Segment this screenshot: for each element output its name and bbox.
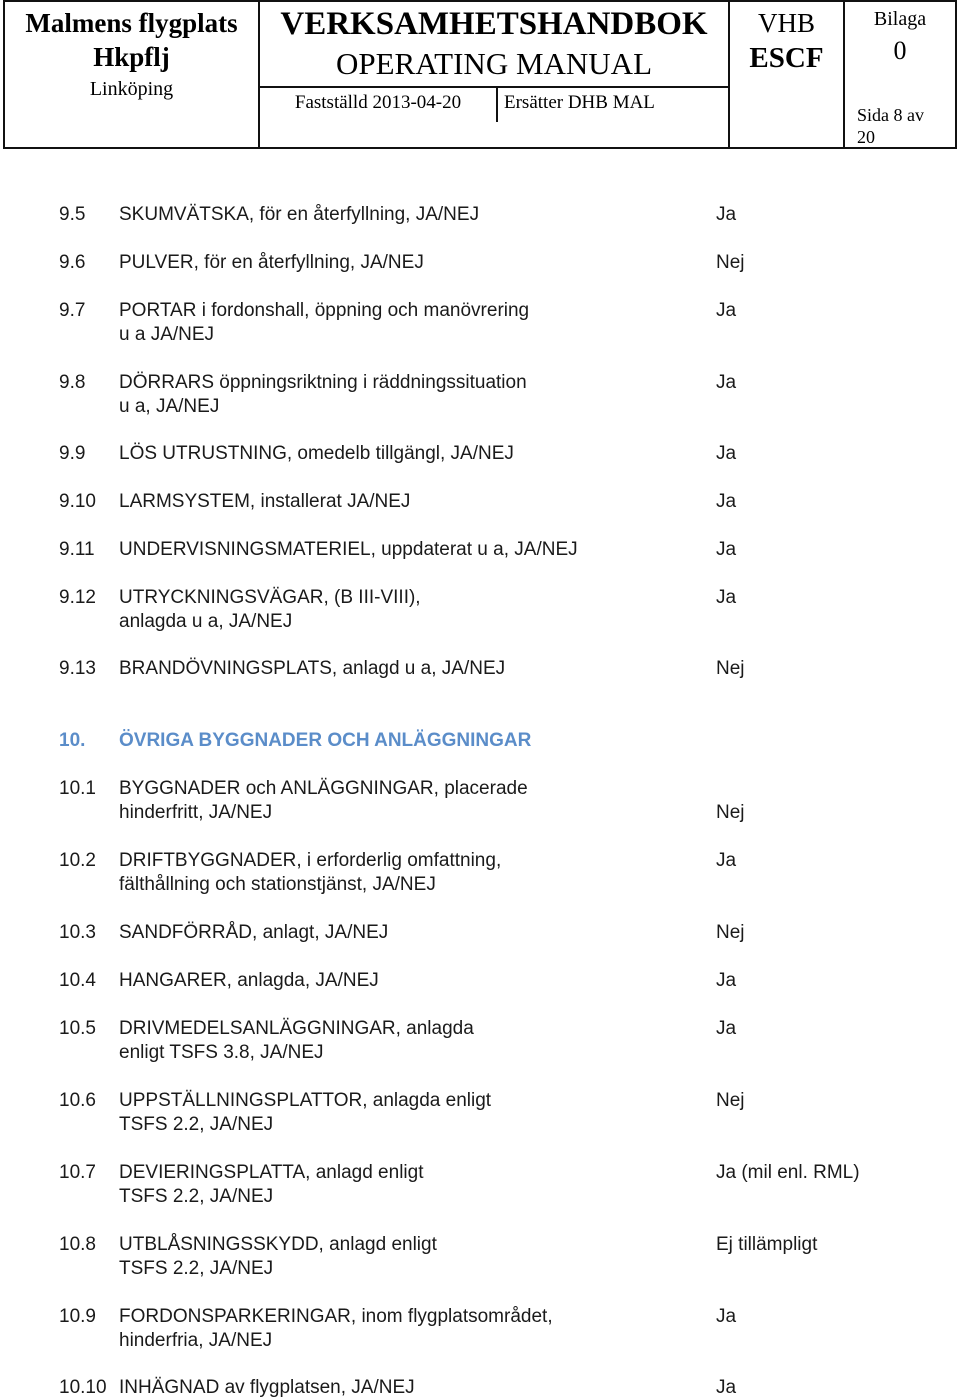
item-number: 9.8 [59,372,86,393]
item-number: 9.13 [59,658,96,679]
item-description: UTBLÅSNINGSSKYDD, anlagd enligt TSFS 2.2, JA/NEJ [119,1234,437,1279]
item-description: PORTAR i fordonshall, öppning och manövrering u a JA/NEJ [119,300,530,345]
doc-code: VHB [757,8,815,38]
item-answer: Nej [716,1090,745,1111]
item-answer: Ja [716,587,737,608]
item-number: 10.4 [59,970,96,991]
item-number: 10.1 [59,778,96,799]
issued-date: Fastställd 2013-04-20 [260,88,498,122]
appendix-number: 0 [893,36,907,65]
item-description: DÖRRARS öppningsriktning i räddningssituation u a, JA/NEJ [119,372,527,417]
header-airport-cell [5,2,260,147]
item-description: DRIVMEDELSANLÄGGNINGAR, anlagda enligt TSFS 3.8, JA/NEJ [119,1018,474,1063]
item-number: 9.5 [59,204,86,225]
manual-title-en: OPERATING MANUAL [335,46,653,81]
item-answer: Nej [716,802,745,823]
city-name: Linköping [89,78,174,100]
item-description: HANGARER, anlagda, JA/NEJ [119,970,379,991]
section-title: ÖVRIGA BYGGNADER OCH ANLÄGGNINGAR [119,730,532,751]
item-number: 10.8 [59,1234,96,1255]
item-number: 10.10 [59,1377,107,1398]
page-number-line2: 20 [857,127,875,147]
item-answer: Ja [716,539,737,560]
item-answer: Nej [716,252,745,273]
item-answer: Ja (mil enl. RML) [716,1162,860,1183]
item-answer: Ja [716,491,737,512]
item-number: 10.3 [59,922,96,943]
item-number: 9.9 [59,443,86,464]
item-number: 10.6 [59,1090,96,1111]
page-number-line1: Sida 8 av [857,105,924,125]
page-number [857,104,947,148]
item-answer: Ja [716,443,737,464]
item-number: 10.2 [59,850,96,871]
manual-title-sv: VERKSAMHETSHANDBOK [280,6,708,42]
item-answer: Ja [716,204,737,225]
item-answer: Ja [716,970,737,991]
header-revision-row [260,86,728,122]
item-answer: Ja [716,1306,737,1327]
item-description: UTRYCKNINGSVÄGAR, (B III-VIII), anlagda u a, JA/NEJ [119,587,421,632]
item-description: FORDONSPARKERINGAR, inom flygplatsområdet, hinderfria, JA/NEJ [119,1306,553,1351]
item-answer: Ja [716,300,737,321]
item-answer: Nej [716,658,745,679]
document-header [3,0,957,149]
header-code-cell [730,2,845,147]
item-description: PULVER, för en återfyllning, JA/NEJ [119,252,424,273]
supersedes-note: Ersätter DHB MAL [504,92,655,113]
item-answer: Ja [716,1018,737,1039]
item-number: 9.7 [59,300,86,321]
item-description: DRIFTBYGGNADER, i erforderlig omfattning, fälthållning och stationstjänst, JA/NEJ [119,850,502,895]
airport-code: Hkpflj [93,42,170,72]
item-number: 10.7 [59,1162,96,1183]
header-appendix-cell [845,2,955,147]
item-answer: Ja [716,1377,737,1398]
section-number: 10. [59,730,86,751]
item-description: DEVIERINGSPLATTA, anlagd enligt TSFS 2.2, JA/NEJ [119,1162,424,1207]
item-answer: Ej tillämpligt [716,1234,818,1255]
item-description: UPPSTÄLLNINGSPLATTOR, anlagda enligt TSFS 2.2, JA/NEJ [119,1090,492,1135]
item-number: 9.12 [59,587,96,608]
item-answer: Ja [716,372,737,393]
item-description: BYGGNADER och ANLÄGGNINGAR, placerade hinderfritt, JA/NEJ [119,778,528,823]
item-description: LÖS UTRUSTNING, omedelb tillgängl, JA/NEJ [119,443,514,464]
item-description: LARMSYSTEM, installerat JA/NEJ [119,491,411,512]
item-answer: Ja [716,850,737,871]
item-description: BRANDÖVNINGSPLATS, anlagd u a, JA/NEJ [119,658,506,679]
header-title-cell [260,2,730,147]
item-number: 9.10 [59,491,96,512]
appendix-label: Bilaga [873,8,927,30]
item-description: INHÄGNAD av flygplatsen, JA/NEJ [119,1377,415,1398]
item-description: SANDFÖRRÅD, anlagt, JA/NEJ [119,922,389,943]
item-number: 9.6 [59,252,86,273]
section-code: ESCF [749,42,824,74]
item-number: 10.5 [59,1018,96,1039]
item-number: 9.11 [59,539,95,560]
item-description: SKUMVÄTSKA, för en återfyllning, JA/NEJ [119,204,480,225]
item-description: UNDERVISNINGSMATERIEL, uppdaterat u a, JA/NEJ [119,539,578,560]
item-answer: Nej [716,922,745,943]
item-number: 10.9 [59,1306,96,1327]
airport-name: Malmens flygplats [25,8,238,38]
